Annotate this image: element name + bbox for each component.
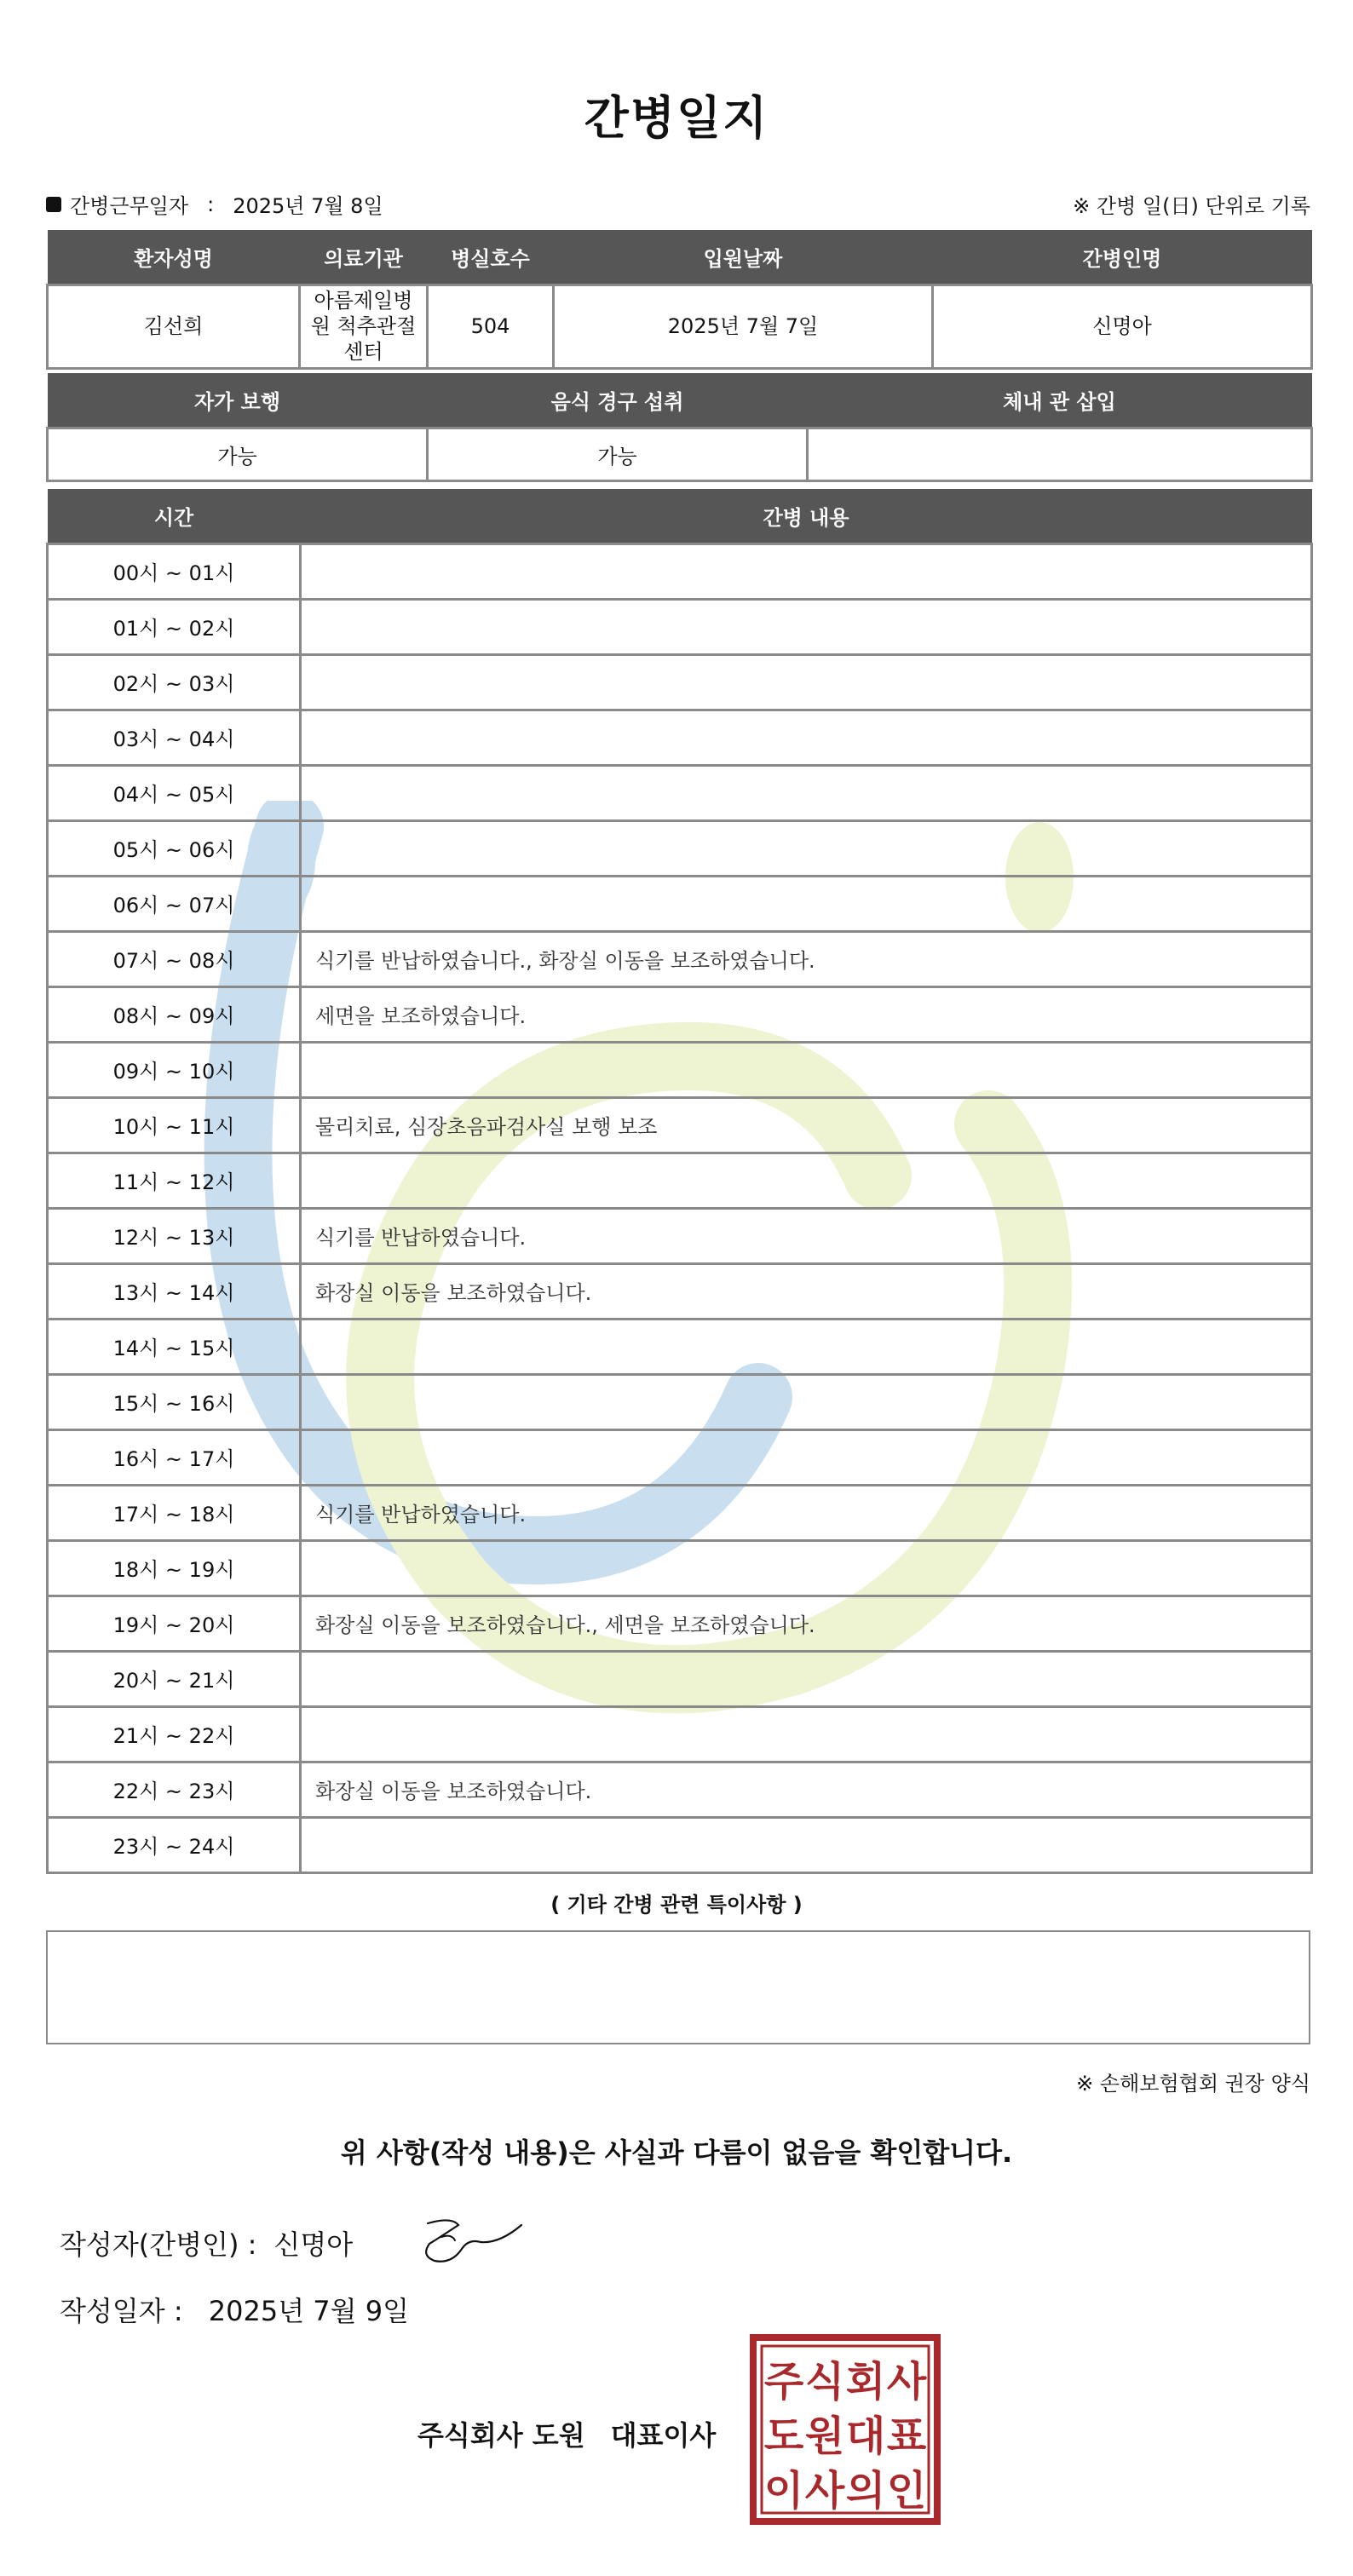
table-row: [48, 1263, 1312, 1319]
care-content: 세면을 보조하였습니다.: [301, 986, 1312, 1042]
table-row: [48, 986, 1312, 1042]
writer-row: [60, 2223, 353, 2263]
care-content: [301, 765, 1312, 820]
header-tube-insertion: 체내 관 삽입: [808, 373, 1312, 428]
time-slot: 17시 ~ 18시: [48, 1485, 301, 1540]
self-walking-value: 가능: [48, 428, 428, 480]
seal-glyph: 표: [886, 2412, 927, 2460]
time-slot: 01시 ~ 02시: [48, 599, 301, 654]
table-row: [48, 543, 1312, 599]
seal-glyph: 이: [763, 2467, 804, 2515]
seal-glyph: 의: [845, 2467, 886, 2515]
seal-glyph: 대: [845, 2412, 886, 2460]
seal-glyph: 사: [804, 2467, 845, 2515]
table-row: [48, 1817, 1312, 1872]
meta-row: [46, 189, 1310, 220]
notes-box: [46, 1930, 1310, 2044]
oral-intake-value: 가능: [428, 428, 808, 480]
care-content: [301, 654, 1312, 710]
care-content: [301, 1429, 1312, 1485]
patient-status-table: [46, 373, 1313, 482]
time-slot: 07시 ~ 08시: [48, 931, 301, 986]
handwritten-signature: [417, 2211, 528, 2271]
care-content: [301, 543, 1312, 599]
admission-date: 2025년 7월 7일: [554, 285, 933, 368]
patient-name: 김선희: [48, 285, 300, 368]
company-name: 주식회사 도원: [417, 2419, 585, 2452]
care-content: [301, 876, 1312, 931]
header-care-content: 간병 내용: [301, 489, 1312, 543]
care-content: [301, 599, 1312, 654]
time-slot: 08시 ~ 09시: [48, 986, 301, 1042]
form-note: ※ 손해보험협회 권장 양식: [1076, 2072, 1310, 2096]
header-hospital: 의료기관: [300, 230, 428, 285]
table-row: [48, 931, 1312, 986]
time-slot: 20시 ~ 21시: [48, 1651, 301, 1706]
header-self-walking: 자가 보행: [48, 373, 428, 428]
header-room: 병실호수: [428, 230, 554, 285]
table-row: [48, 1429, 1312, 1485]
care-content: 화장실 이동을 보조하였습니다., 세면을 보조하였습니다.: [301, 1596, 1312, 1651]
seal-glyph: 식: [804, 2358, 845, 2406]
seal-glyph: 도: [763, 2412, 804, 2460]
care-content: [301, 1153, 1312, 1208]
log-body: [48, 543, 1312, 1872]
seal-glyph: 인: [886, 2467, 927, 2515]
table-row: [48, 1153, 1312, 1208]
header-patient-name: 환자성명: [48, 230, 300, 285]
time-slot: 14시 ~ 15시: [48, 1319, 301, 1374]
table-row: [48, 1042, 1312, 1097]
care-content: [301, 1374, 1312, 1429]
time-slot: 18시 ~ 19시: [48, 1540, 301, 1596]
care-content: 물리치료, 심장초음파검사실 보행 보조: [301, 1097, 1312, 1153]
care-content: [301, 1651, 1312, 1706]
caregiver-name: 신명아: [933, 285, 1312, 368]
header-caregiver: 간병인명: [933, 230, 1312, 285]
room-number: 504: [428, 285, 554, 368]
record-note: ※ 간병 일(日) 단위로 기록: [1073, 194, 1310, 218]
seal-glyph: 주: [763, 2358, 804, 2406]
care-content: [301, 1817, 1312, 1872]
time-slot: 21시 ~ 22시: [48, 1706, 301, 1762]
care-content: 식기를 반납하였습니다.: [301, 1208, 1312, 1263]
care-content: [301, 1706, 1312, 1762]
table-row: [48, 1651, 1312, 1706]
tube-insertion-value: [808, 428, 1312, 480]
notes-title: ( 기타 간병 관련 특이사항 ): [550, 1893, 803, 1917]
care-content: [301, 710, 1312, 765]
time-slot: 09시 ~ 10시: [48, 1042, 301, 1097]
square-bullet-icon: [46, 197, 61, 212]
time-slot: 05시 ~ 06시: [48, 820, 301, 876]
table-row: [48, 820, 1312, 876]
status-value-row: [48, 428, 1312, 480]
care-log-table: [46, 489, 1313, 1874]
header-time: 시간: [48, 489, 301, 543]
header-oral-intake: 음식 경구 섭취: [428, 373, 808, 428]
status-header-row: [48, 373, 1312, 428]
table-row: [48, 876, 1312, 931]
page-title: 간병일지: [584, 91, 769, 145]
table-row: [48, 1208, 1312, 1263]
written-date-value: 2025년 7월 9일: [208, 2295, 410, 2327]
patient-info-table: [46, 230, 1313, 370]
time-slot: 19시 ~ 20시: [48, 1596, 301, 1651]
time-slot: 11시 ~ 12시: [48, 1153, 301, 1208]
time-slot: 22시 ~ 23시: [48, 1762, 301, 1817]
work-date: [46, 189, 383, 219]
seal-glyph: 사: [886, 2358, 927, 2406]
time-slot: 00시 ~ 01시: [48, 543, 301, 599]
company-signoff: [417, 2414, 716, 2453]
work-date-separator: :: [207, 192, 215, 216]
table-row: [48, 1762, 1312, 1817]
table-row: [48, 654, 1312, 710]
company-title: 대표이사: [610, 2419, 717, 2452]
table-row: [48, 1706, 1312, 1762]
table-row: [48, 599, 1312, 654]
care-content: [301, 1540, 1312, 1596]
care-content: [301, 1319, 1312, 1374]
care-content: 화장실 이동을 보조하였습니다.: [301, 1762, 1312, 1817]
time-slot: 02시 ~ 03시: [48, 654, 301, 710]
time-slot: 10시 ~ 11시: [48, 1097, 301, 1153]
care-content: [301, 1042, 1312, 1097]
table-row: [48, 1097, 1312, 1153]
info-value-row: [48, 285, 1312, 368]
table-row: [48, 1319, 1312, 1374]
log-header-row: [48, 489, 1312, 543]
table-row: [48, 710, 1312, 765]
header-admission-date: 입원날짜: [554, 230, 933, 285]
time-slot: 03시 ~ 04시: [48, 710, 301, 765]
table-row: [48, 1485, 1312, 1540]
table-row: [48, 1596, 1312, 1651]
care-content: [301, 820, 1312, 876]
written-date-row: [60, 2290, 409, 2329]
hospital-name: 아름제일병원 척추관절센터: [300, 285, 428, 368]
work-date-label: 간병근무일자: [70, 194, 189, 218]
time-slot: 04시 ~ 05시: [48, 765, 301, 820]
time-slot: 16시 ~ 17시: [48, 1429, 301, 1485]
care-content: 화장실 이동을 보조하였습니다.: [301, 1263, 1312, 1319]
seal-glyph: 원: [804, 2412, 845, 2460]
work-date-value: 2025년 7월 8일: [233, 194, 383, 218]
info-header-row: [48, 230, 1312, 285]
table-row: [48, 1374, 1312, 1429]
time-slot: 06시 ~ 07시: [48, 876, 301, 931]
seal-glyph: 회: [845, 2358, 886, 2406]
writer-name: 신명아: [273, 2228, 354, 2261]
time-slot: 23시 ~ 24시: [48, 1817, 301, 1872]
care-content: 식기를 반납하였습니다.: [301, 1485, 1312, 1540]
time-slot: 12시 ~ 13시: [48, 1208, 301, 1263]
care-content: 식기를 반납하였습니다., 화장실 이동을 보조하였습니다.: [301, 931, 1312, 986]
time-slot: 13시 ~ 14시: [48, 1263, 301, 1319]
written-date-label: 작성일자 :: [60, 2295, 183, 2327]
confirmation-statement: 위 사항(작성 내용)은 사실과 다름이 없음을 확인합니다.: [340, 2136, 1013, 2169]
table-row: [48, 765, 1312, 820]
table-row: [48, 1540, 1312, 1596]
writer-label: 작성자(간병인) :: [60, 2228, 257, 2261]
company-seal-stamp: [750, 2334, 941, 2525]
time-slot: 15시 ~ 16시: [48, 1374, 301, 1429]
